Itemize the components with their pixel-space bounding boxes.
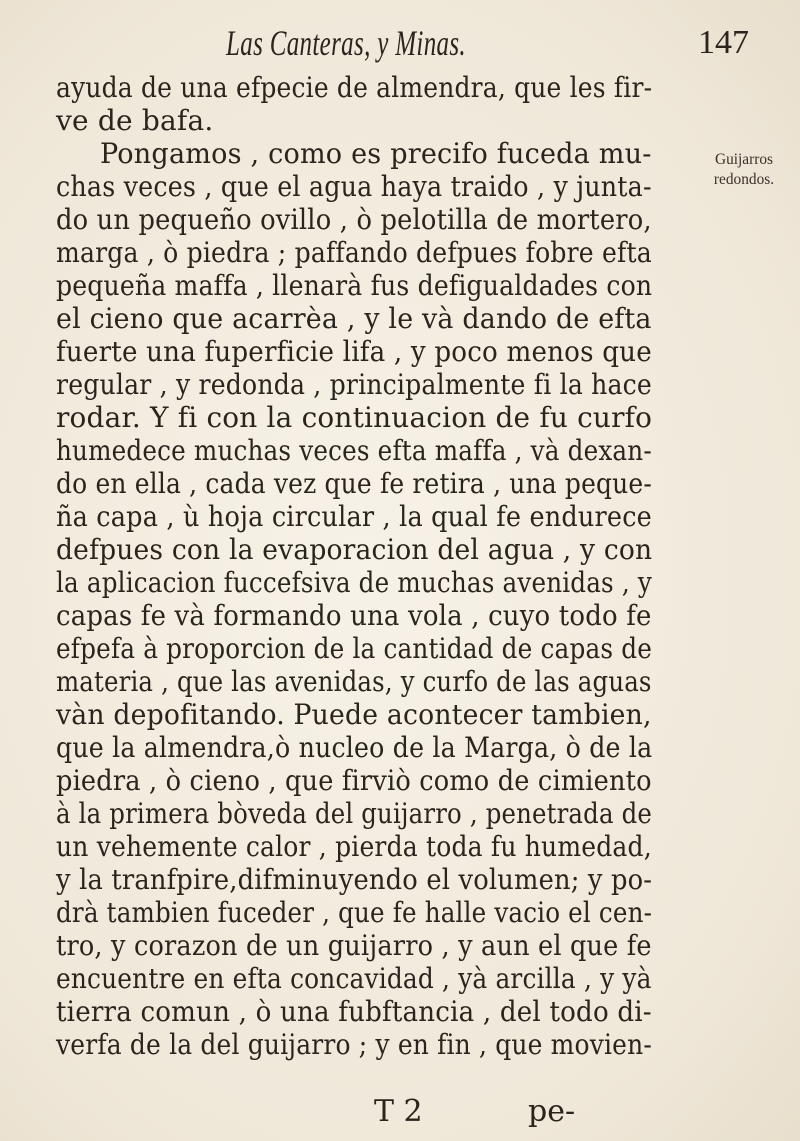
margin-note [694,150,794,190]
text-line: la aplicacion fuccefsiva de muchas avenidas , y [56,566,652,599]
text-line: tro, y corazon de un guijarro , y aun el que fe [56,929,652,962]
text-line: tierra comun , ò una fubftancia , del todo di- [56,995,652,1028]
text-line: ayuda de una efpecie de almendra, que les fir- [56,71,653,104]
page-footer [0,1092,800,1136]
text-line: fuerte una fuperficie lifa , y poco menos que [56,335,652,368]
signature-mark: T 2 [374,1094,423,1129]
text-line: rodar. Y fi con la continuacion de fu curfo [56,401,653,434]
catchword: pe- [528,1094,576,1129]
text-line: verfa de la del guijarro ; y en fin , que movien- [56,1028,652,1061]
text-line: ve de bafa. [56,104,214,137]
text-line: capas fe và formando una vola , cuyo todo fe [56,599,652,632]
text-line: marga , ò piedra ; paffando defpues fobre efta [56,236,652,269]
text-line: do en ella , cada vez que fe retira , una peque- [56,467,652,500]
text-line: que la almendra,ò nucleo de la Marga, ò de la [56,731,653,764]
text-line: y la tranfpire,difminuyendo el volumen; y po- [56,863,653,896]
text-line: el cieno que acarrèa , y le và dando de efta [56,302,652,335]
text-line: do un pequeño ovillo , ò pelotilla de mortero, [56,203,652,236]
page-header [0,14,800,62]
page-number: 147 [698,24,749,61]
text-line: chas veces , que el agua haya traido , y junta- [56,170,652,203]
text-line: ña capa , ù hoja circular , la qual fe endurece [56,500,652,533]
text-line: materia , que las avenidas, y curfo de las aguas [56,665,652,698]
text-line: pequeña maffa , llenarà fus defigualdades con [56,269,653,302]
text-line: un vehemente calor , pierda toda fu humedad, [56,830,652,863]
text-line: efpefa à proporcion de la cantidad de capas de [56,632,653,665]
text-line: à la primera bòveda del guijarro , penetrada de [56,797,652,830]
text-line: regular , y redonda , principalmente fi la hace [56,368,652,401]
text-line: defpues con la evaporacion del agua , y con [56,533,653,566]
text-line: humedece muchas veces efta maffa , và dexan- [56,434,652,467]
margin-note-line-2: redondos. [713,171,775,188]
text-line: encuentre en efta concavidad , yà arcilla , y yà [56,962,652,995]
text-line: piedra , ò cieno , que firviò como de cimiento [56,764,652,797]
margin-note-line-1: Guijarros [714,151,774,168]
text-line: Pongamos , como es precifo fuceda mu- [100,137,652,170]
text-line: vàn depofitando. Puede acontecer tambien, [56,698,652,731]
running-title: Las Canteras, y Minas. [226,23,467,63]
text-line: drà tambien fuceder , que fe halle vacio el cen- [56,896,653,929]
